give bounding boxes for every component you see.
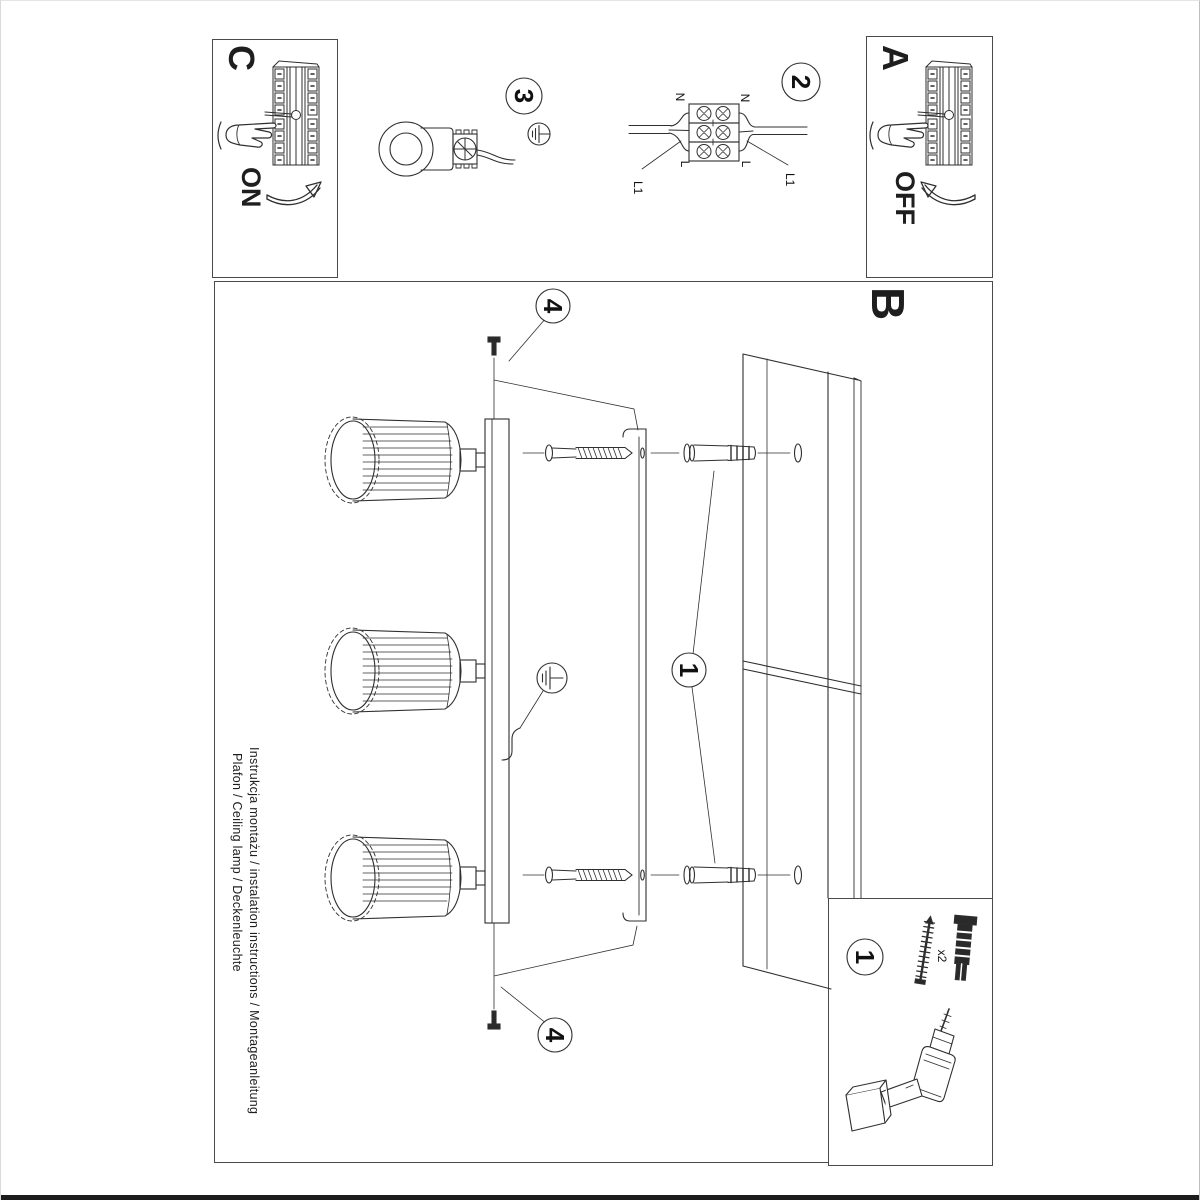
wire-left	[629, 126, 671, 134]
rotate-arrow-icon	[921, 182, 975, 205]
earth-wire	[502, 728, 520, 760]
side-text-title: Instrukcja montażu / instalation instructions / Montageanleitung	[247, 747, 261, 1115]
wire-label-l: L	[678, 160, 692, 168]
parts-callout-1-number: 1	[850, 949, 880, 965]
earth-symbol-icon	[528, 123, 550, 145]
parts-screw-icon	[915, 916, 936, 985]
callout-2-number: 2	[786, 74, 816, 90]
section-b-label: B	[862, 287, 914, 321]
mounting-bracket	[623, 429, 646, 921]
wire-right	[753, 127, 807, 135]
mounting-screw-icon	[523, 445, 790, 461]
fixing-screw-icon	[488, 923, 637, 1029]
hand-icon	[870, 122, 928, 149]
section-c-label: C	[221, 45, 262, 71]
cable-clamp-icon	[379, 122, 515, 176]
parts-plug-icon	[949, 915, 976, 981]
section-a-label: A	[875, 45, 916, 71]
lamp-shade-icon	[325, 835, 485, 921]
callout-1-number: 1	[674, 662, 704, 678]
lamp-shade-icon	[325, 417, 485, 503]
drill-hole	[795, 444, 802, 462]
wire-label-l1: L1	[783, 173, 797, 187]
hand-icon	[218, 122, 276, 149]
parts-quantity-label: x2	[935, 949, 949, 963]
wire-label-l: L	[739, 160, 753, 168]
rotate-arrow-icon	[267, 182, 321, 205]
drill-hole	[795, 866, 802, 884]
ceiling-panel	[743, 354, 861, 989]
power-on-label: ON	[236, 167, 266, 208]
wire-label-l1: L1	[631, 181, 645, 195]
callout-3-number: 3	[509, 88, 539, 104]
earth-symbol-icon	[502, 663, 567, 760]
wall-plug-icon	[684, 444, 756, 462]
lamp-shade-icon	[325, 628, 485, 714]
callout-step-4-bottom	[501, 987, 572, 1052]
terminal-block-icon	[629, 104, 807, 169]
technical-drawing	[1, 1, 1200, 1200]
wire-label-n: N	[673, 92, 687, 102]
breaker-panel-icon	[265, 61, 319, 165]
fixing-screw-icon	[488, 337, 638, 430]
wall-plug-icon	[684, 866, 756, 884]
callout-4-number: 4	[538, 298, 568, 314]
mounting-screw-icon	[523, 867, 790, 883]
callout-4-number: 4	[540, 1027, 570, 1043]
drill-icon	[846, 1009, 955, 1131]
wire-label-n: N	[738, 93, 752, 103]
side-text-product: Plafon / Ceiling lamp / Deckenleuchte	[230, 753, 244, 972]
power-off-label: OFF	[890, 171, 920, 225]
canopy-bar	[485, 419, 509, 923]
breaker-panel-icon	[918, 61, 972, 165]
